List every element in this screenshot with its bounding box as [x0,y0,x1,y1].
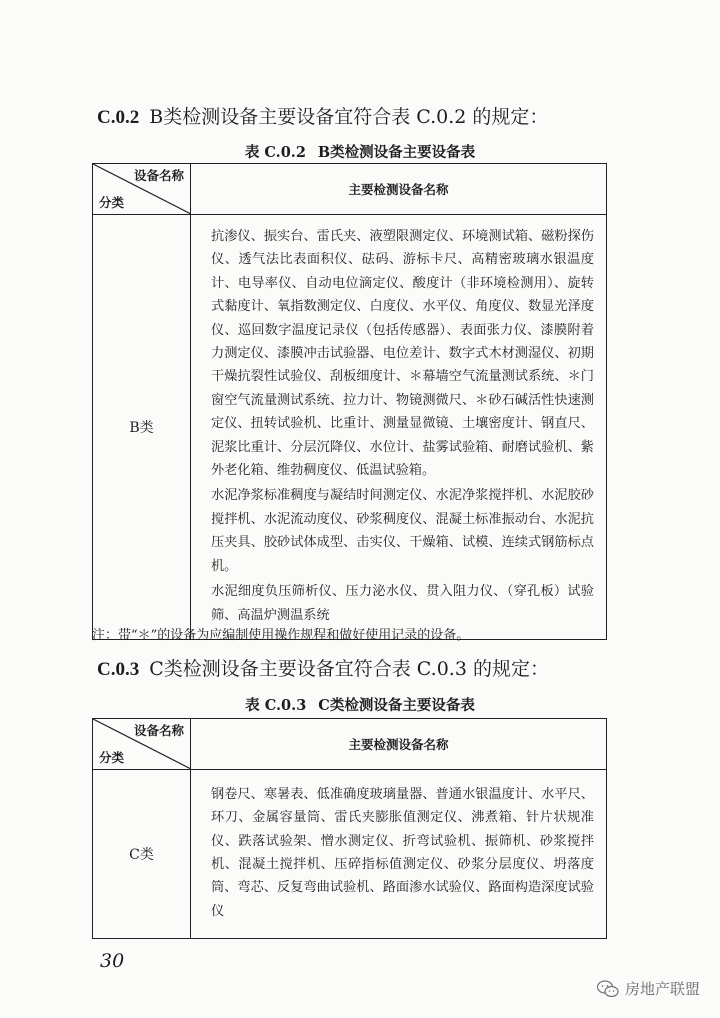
watermark [597,978,700,999]
table-header-row [93,719,607,770]
section-c02-heading [97,105,548,130]
table-c02 [92,163,607,640]
header-equipment-label: 设备名称 [133,168,184,183]
table-row [93,215,607,640]
table-c03-title [0,694,720,715]
section-number: C.0.3 [97,659,140,680]
header-equipment-label: 设备名称 [133,723,184,738]
page-number: 30 [100,950,125,972]
watermark-text: 房地产联盟 [624,980,700,998]
table-label: 表 C.0.2 [244,144,306,161]
header-main-label: 主要检测设备名称 [191,164,607,215]
table-label: 表 C.0.3 [245,697,307,714]
section-c03-heading [97,657,549,682]
table-row [93,770,607,939]
diagonal-header-cell [93,719,191,770]
equipment-list-cell [191,770,607,939]
equipment-paragraph: 钢卷尺、寒暑表、低准确度玻璃量器、普通水银温度计、水平尺、环刀、金属容量筒、雷氏夹膨胀值测定仪、沸煮箱、针片状规准仪、跌落试验架、憎水测定仪、折弯试验机、振筛机、砂浆搅拌机、混凝土搅拌机、压碎指标值测定仪、砂浆分层度仪、坍落度筒、弯芯、反复弯曲试验机、路面渗水试验仪、路面构造深度试验仪 [211,786,594,919]
header-main-label: 主要检测设备名称 [191,719,607,770]
table-c02-title [0,141,720,162]
table-c03 [92,718,607,939]
header-category-label: 分类 [99,750,125,765]
table-note: 注：带“＊”的设备为应编制使用操作规程和做好使用记录的设备。 [92,628,470,643]
equipment-paragraph: 水泥净浆标准稠度与凝结时间测定仪、水泥净浆搅拌机、水泥胶砂搅拌机、水泥流动度仪、砂浆稠度仪、混凝土标准振动台、水泥抗压夹具、胶砂试体成型、击实仪、干燥箱、试模、连续式钢筋标点机。 [211,488,594,574]
table-title-text: B类检测设备主要设备表 [317,144,476,161]
category-cell: B类 [93,215,191,640]
section-number: C.0.2 [97,107,140,128]
header-category-label: 分类 [99,195,125,210]
equipment-list-cell [191,215,607,640]
equipment-paragraph: 抗渗仪、振实台、雷氏夹、液塑限测定仪、环境测试箱、磁粉探伤仪、透气法比表面积仪、砝码、游标卡尺、高精密玻璃水银温度计、电导率仪、自动电位滴定仪、酸度计（非环境检测用）、旋转式黏度计、氧指数测定仪、白度仪、水平仪、角度仪、数显光泽度仪、巡回数字温度记录仪（包括传感器）、表面张力仪、漆膜附着力测定仪、漆膜冲击试验器、电位差计、数字式木材测湿仪、初期干燥抗裂性试验仪、刮板细度计、＊幕墙空气流量测试系统、＊门窗空气流量测试系统、拉力计、物镜测微尺、＊砂石碱活性快速测定仪、扭转试验机、比重计、测量显微镜、土壤密度计、钢直尺、泥浆比重计、分层沉降仪、水位计、盐雾试验箱、耐磨试验机、紫外老化箱、维勃稠度仪、低温试验箱。 [211,229,594,479]
section-text: B类检测设备主要设备宜符合表 C.0.2 的规定： [149,106,549,128]
section-text: C类检测设备主要设备宜符合表 C.0.3 的规定： [149,658,549,680]
equipment-paragraph: 水泥细度负压筛析仪、压力泌水仪、贯入阻力仪、（穿孔板）试验筛、高温炉测温系统 [211,584,594,623]
category-cell: C类 [93,770,191,939]
table-header-row [93,164,607,215]
table-title-text: C类检测设备主要设备表 [318,697,475,714]
diagonal-header-cell [93,164,191,215]
wechat-icon [597,980,619,998]
